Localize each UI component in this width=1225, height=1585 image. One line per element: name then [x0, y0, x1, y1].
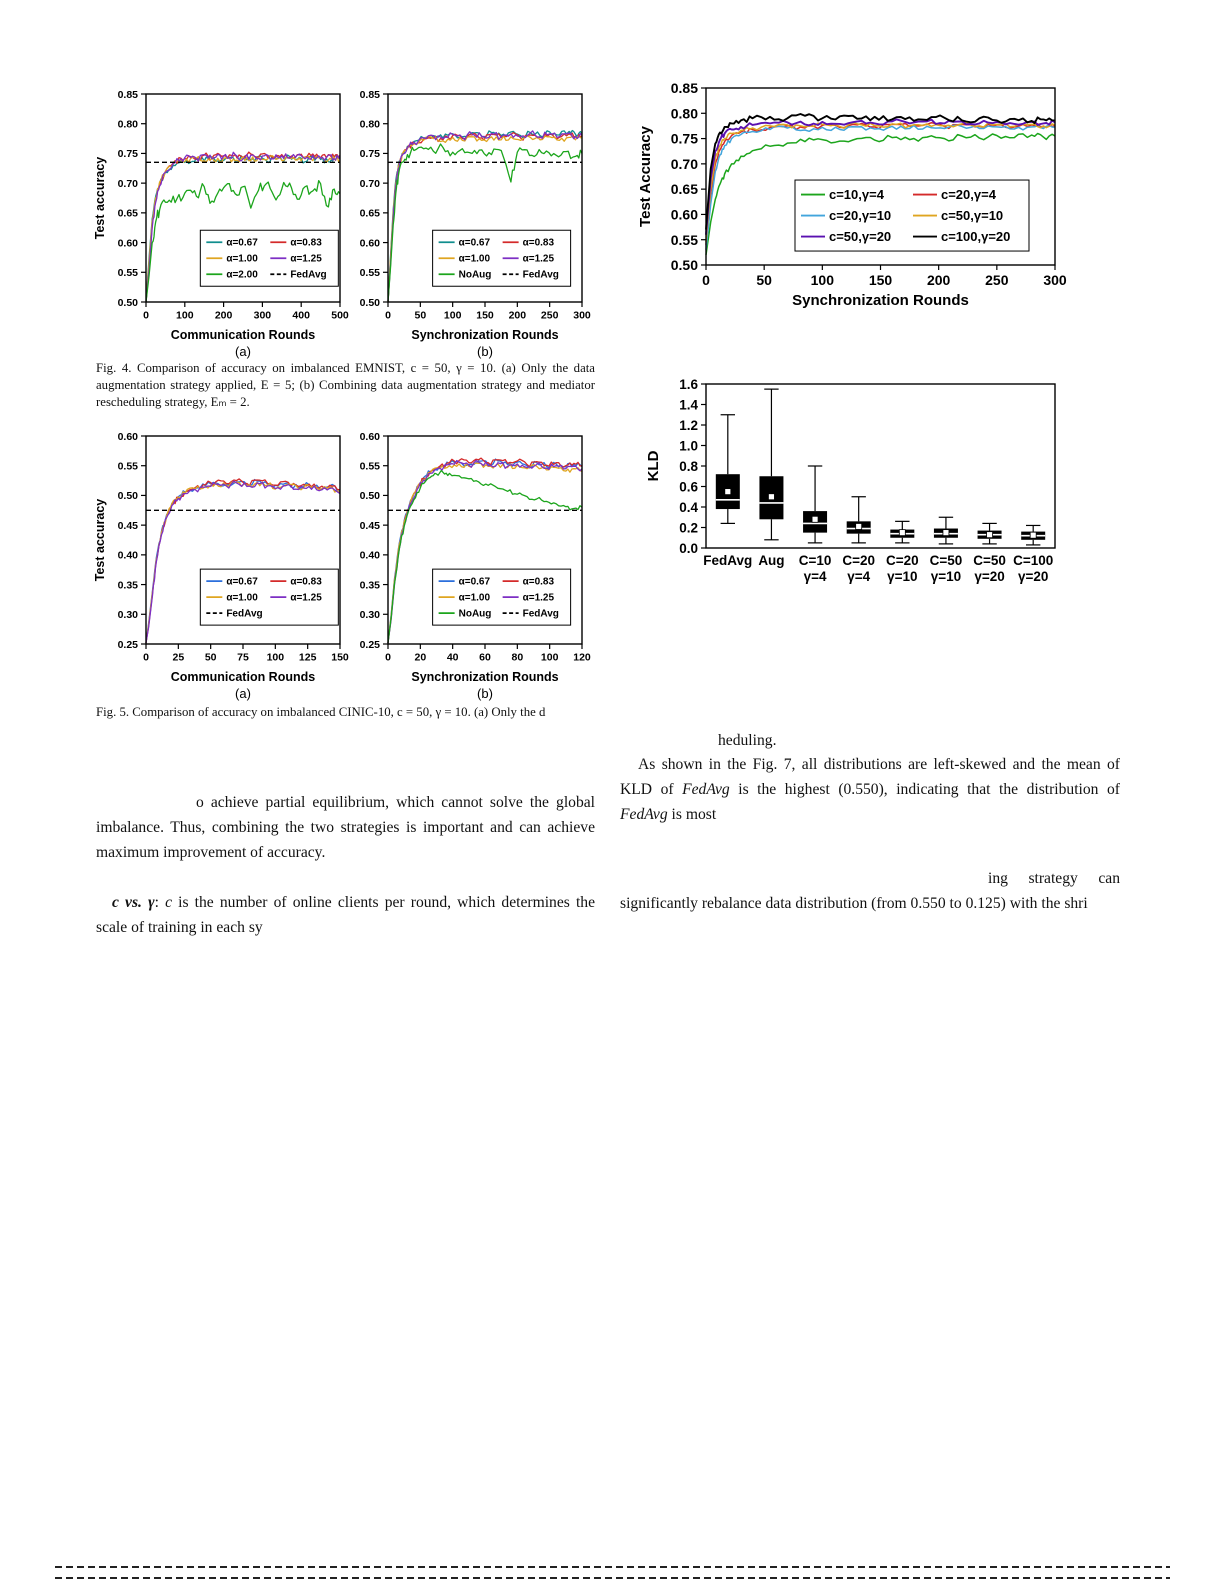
svg-text:40: 40: [446, 651, 459, 664]
svg-text:FedAvg: FedAvg: [522, 269, 559, 281]
svg-text:0.35: 0.35: [117, 579, 138, 592]
svg-text:α=1.00: α=1.00: [458, 592, 491, 604]
svg-text:1.0: 1.0: [679, 438, 698, 454]
fig4b-emnist-accuracy-chart: [330, 84, 591, 360]
svg-text:α=1.25: α=1.25: [290, 592, 322, 604]
svg-text:0.25: 0.25: [117, 638, 138, 651]
svg-text:0.55: 0.55: [117, 460, 138, 473]
text-run-italic: FedAvg: [682, 781, 730, 798]
svg-text:100: 100: [540, 651, 559, 664]
svg-text:0.40: 0.40: [359, 549, 380, 562]
svg-text:C=20: C=20: [885, 553, 919, 568]
svg-text:γ=4: γ=4: [803, 569, 827, 584]
svg-text:300: 300: [1043, 272, 1067, 288]
svg-text:0.25: 0.25: [359, 638, 380, 651]
svg-text:α=2.00: α=2.00: [226, 269, 258, 281]
svg-text:0.30: 0.30: [117, 609, 138, 622]
svg-text:C=10: C=10: [798, 553, 832, 568]
svg-text:0.35: 0.35: [359, 579, 380, 592]
svg-text:α=1.00: α=1.00: [458, 253, 491, 265]
svg-text:0.30: 0.30: [359, 609, 380, 622]
svg-text:1.4: 1.4: [679, 397, 698, 413]
svg-text:0.55: 0.55: [670, 231, 698, 248]
svg-text:0.50: 0.50: [359, 296, 380, 309]
page-bottom-rule: [55, 1577, 1170, 1579]
fig5a-cinic10-accuracy-chart: [88, 426, 349, 702]
svg-text:500: 500: [331, 309, 349, 322]
svg-text:0.55: 0.55: [117, 267, 138, 280]
paragraph-fragment-scheduling: heduling.: [718, 732, 777, 749]
svg-text:0.60: 0.60: [359, 430, 380, 443]
svg-text:FedAvg: FedAvg: [290, 269, 327, 281]
svg-text:α=0.67: α=0.67: [226, 576, 258, 588]
svg-text:Synchronization Rounds: Synchronization Rounds: [411, 670, 559, 684]
svg-text:0.2: 0.2: [679, 520, 698, 536]
svg-text:Synchronization Rounds: Synchronization Rounds: [411, 328, 559, 342]
svg-text:c=10,γ=4: c=10,γ=4: [828, 187, 884, 203]
svg-text:0.80: 0.80: [359, 118, 380, 131]
svg-text:1.6: 1.6: [679, 376, 698, 392]
svg-text:0: 0: [702, 272, 710, 288]
svg-text:(a): (a): [235, 344, 251, 359]
svg-text:0.40: 0.40: [117, 549, 138, 562]
svg-text:0.45: 0.45: [117, 519, 138, 532]
svg-text:FedAvg: FedAvg: [226, 608, 263, 620]
text-run: is the highest (0.550), indicating that the distribution of: [729, 781, 1120, 798]
svg-text:c=50,γ=10: c=50,γ=10: [940, 208, 1004, 224]
svg-text:Synchronization Rounds: Synchronization Rounds: [792, 292, 969, 309]
svg-text:125: 125: [298, 651, 317, 664]
svg-text:300: 300: [573, 309, 591, 322]
paragraph-c-vs-gamma: [96, 890, 595, 940]
text-run: :: [154, 894, 166, 911]
svg-text:c=20,γ=4: c=20,γ=4: [940, 187, 996, 203]
svg-text:0.75: 0.75: [359, 148, 380, 161]
svg-text:0.0: 0.0: [679, 540, 698, 556]
paragraph-equilibrium: o achieve partial equilibrium, which cannot solve the global imbalance. Thus, combining the two strategies is important and can achieve maximum improvement of accuracy.: [96, 794, 595, 861]
svg-text:α=1.25: α=1.25: [522, 592, 555, 604]
svg-text:Communication Rounds: Communication Rounds: [170, 328, 316, 342]
fig5-caption: Fig. 5. Comparison of accuracy on imbalanced CINIC-10, c = 50, γ = 10. (a) Only the d: [96, 705, 546, 719]
svg-text:0.70: 0.70: [117, 177, 138, 190]
svg-text:α=0.67: α=0.67: [458, 237, 491, 249]
svg-text:0.80: 0.80: [670, 105, 698, 122]
svg-text:γ=10: γ=10: [930, 569, 962, 584]
svg-text:0.75: 0.75: [670, 130, 698, 147]
svg-text:0.55: 0.55: [359, 267, 380, 280]
svg-text:γ=4: γ=4: [847, 569, 871, 584]
svg-text:200: 200: [926, 272, 951, 288]
svg-text:KLD: KLD: [645, 450, 662, 482]
text-run: is most: [667, 806, 717, 823]
svg-text:0.65: 0.65: [670, 181, 698, 198]
fig4a-emnist-accuracy-chart: [88, 84, 349, 360]
svg-text:60: 60: [479, 651, 491, 664]
svg-text:C=100: C=100: [1013, 553, 1054, 568]
text-run: is the number of online clients per round, which determines the scale of training in each sy: [96, 894, 596, 936]
svg-text:α=0.83: α=0.83: [522, 576, 555, 588]
svg-text:150: 150: [476, 309, 494, 322]
svg-text:1.2: 1.2: [679, 417, 698, 433]
svg-text:100: 100: [810, 272, 835, 288]
svg-text:α=1.25: α=1.25: [522, 253, 555, 265]
svg-text:0.60: 0.60: [359, 237, 380, 250]
svg-text:0.50: 0.50: [670, 257, 698, 274]
svg-text:20: 20: [414, 651, 427, 664]
svg-text:80: 80: [511, 651, 524, 664]
svg-text:100: 100: [443, 309, 462, 322]
svg-text:c=100,γ=20: c=100,γ=20: [940, 229, 1011, 245]
svg-text:0.70: 0.70: [359, 177, 380, 190]
text-run-bold-italic: c vs. γ: [112, 894, 155, 911]
svg-text:150: 150: [868, 272, 893, 288]
svg-text:0.75: 0.75: [117, 148, 138, 161]
svg-text:α=0.67: α=0.67: [458, 576, 491, 588]
svg-text:0.70: 0.70: [670, 155, 698, 172]
svg-text:α=1.00: α=1.00: [226, 253, 258, 265]
svg-text:0.50: 0.50: [359, 490, 380, 503]
svg-text:50: 50: [414, 309, 427, 322]
svg-text:120: 120: [573, 651, 591, 664]
svg-text:75: 75: [237, 651, 249, 664]
svg-text:100: 100: [266, 651, 285, 664]
svg-text:α=0.83: α=0.83: [290, 576, 322, 588]
svg-text:(b): (b): [477, 344, 493, 359]
text-run-italic: FedAvg: [620, 806, 668, 823]
svg-text:NoAug: NoAug: [458, 269, 492, 281]
svg-text:α=0.67: α=0.67: [226, 237, 258, 249]
svg-text:0.80: 0.80: [117, 118, 138, 131]
svg-text:200: 200: [508, 309, 527, 322]
svg-text:γ=20: γ=20: [1017, 569, 1049, 584]
svg-text:0: 0: [385, 309, 391, 322]
svg-text:50: 50: [204, 651, 217, 664]
fig4-caption: Fig. 4. Comparison of accuracy on imbalanced EMNIST, c = 50, γ = 10. (a) Only the data augmentation strategy applied, E = 5; (b) Combining data augmentation strategy and mediator rescheduling strategy, Eₘ = 2.: [96, 361, 595, 409]
paragraph-kld-discussion: [620, 752, 1120, 827]
text-run: As shown in the Fig. 7, all distributions are left-skewed and the mean of KLD of: [620, 756, 1120, 798]
svg-text:α=0.83: α=0.83: [290, 237, 322, 249]
svg-text:0.45: 0.45: [359, 519, 380, 532]
svg-text:Test accuracy: Test accuracy: [93, 156, 107, 240]
svg-text:γ=10: γ=10: [887, 569, 918, 584]
svg-text:FedAvg: FedAvg: [703, 553, 753, 568]
page-bottom-rule: [55, 1566, 1170, 1568]
svg-text:0.85: 0.85: [117, 88, 138, 101]
svg-text:FedAvg: FedAvg: [522, 608, 559, 620]
svg-text:α=1.25: α=1.25: [290, 253, 322, 265]
svg-text:Test Accuracy: Test Accuracy: [637, 126, 654, 227]
svg-text:0.65: 0.65: [117, 207, 138, 220]
fig6-clients-gamma-accuracy-chart: [630, 76, 1075, 316]
svg-text:0.4: 0.4: [679, 499, 698, 515]
paragraph-rebalance-fragment: ing strategy can significantly rebalance data distribution (from 0.550 to 0.125) with the shri: [620, 870, 1120, 912]
svg-text:(a): (a): [235, 686, 251, 701]
svg-text:400: 400: [292, 309, 310, 322]
svg-text:c=50,γ=20: c=50,γ=20: [828, 229, 892, 245]
svg-text:0.8: 0.8: [679, 458, 698, 474]
svg-text:300: 300: [253, 309, 272, 322]
svg-text:50: 50: [756, 272, 772, 288]
svg-text:α=1.00: α=1.00: [226, 592, 258, 604]
svg-text:C=50: C=50: [929, 553, 963, 568]
svg-text:0: 0: [385, 651, 391, 664]
svg-text:100: 100: [176, 309, 194, 322]
svg-text:0.60: 0.60: [117, 430, 138, 443]
svg-text:0.55: 0.55: [359, 460, 380, 473]
svg-text:0.50: 0.50: [117, 296, 138, 309]
svg-text:NoAug: NoAug: [458, 608, 492, 620]
svg-text:250: 250: [540, 309, 559, 322]
svg-text:150: 150: [331, 651, 349, 664]
svg-text:0.60: 0.60: [670, 206, 698, 223]
svg-text:0.6: 0.6: [679, 479, 698, 495]
svg-text:C=50: C=50: [973, 553, 1006, 568]
svg-text:0: 0: [143, 309, 149, 322]
svg-text:Aug: Aug: [758, 553, 785, 568]
svg-text:0.60: 0.60: [117, 237, 138, 250]
svg-text:0: 0: [143, 651, 149, 664]
svg-text:250: 250: [985, 272, 1009, 288]
svg-text:Test accuracy: Test accuracy: [93, 498, 107, 582]
svg-text:c=20,γ=10: c=20,γ=10: [828, 208, 892, 224]
svg-text:25: 25: [172, 651, 185, 664]
svg-text:0.65: 0.65: [359, 207, 380, 220]
svg-text:α=0.83: α=0.83: [522, 237, 555, 249]
svg-text:Communication Rounds: Communication Rounds: [170, 670, 316, 684]
svg-text:γ=20: γ=20: [974, 569, 1005, 584]
text-run-italic: c: [165, 894, 172, 911]
fig7-kld-boxplot: [630, 372, 1075, 612]
svg-text:0.85: 0.85: [670, 80, 698, 97]
svg-text:C=20: C=20: [842, 553, 876, 568]
svg-text:0.85: 0.85: [359, 88, 380, 101]
svg-text:200: 200: [214, 309, 233, 322]
fig5b-cinic10-accuracy-chart: [330, 426, 591, 702]
svg-text:(b): (b): [477, 686, 493, 701]
svg-text:0.50: 0.50: [117, 490, 138, 503]
